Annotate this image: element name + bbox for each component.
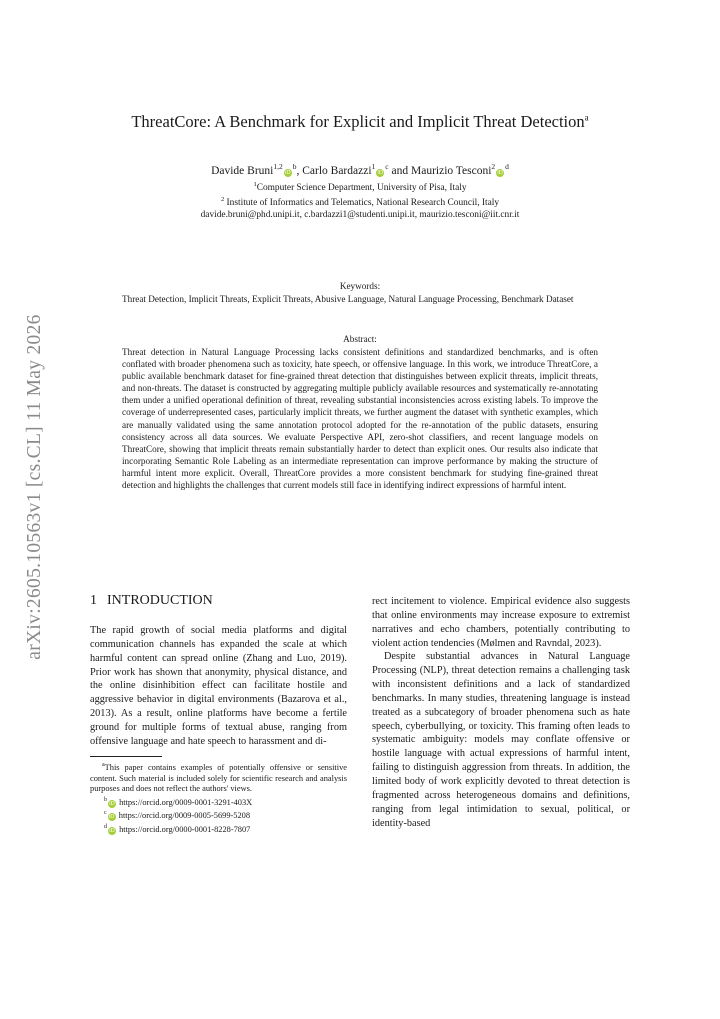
- orcid-link[interactable]: https://orcid.org/0000-0001-8228-7807: [119, 824, 251, 834]
- footnote-orcid: $^c$iD https://orcid.org/0009-0005-5699-5208: [104, 810, 251, 821]
- affiliation: $^1$Computer Science Department, University of Pisa, Italy: [253, 181, 467, 194]
- paragraph: Despite substantial advances in Natural Language Processing (NLP), threat detection remains a challenging task with inconsistent definitions and a lack of standardized benchmarks. In many studies, threatening language is instead treated as a subcategory of broader phenomena such as hate speech, cyberbullying, or toxicity. This framing often leads to systematic ambiguity: models may conflate offensive or hostile language with actual expressions of harmful intent, failing to distinguish aggression from threats. In addition, the limited body of work explicitly devoted to threat detection is fragmented across heterogeneous domains and definitions, ranging from legal intimidation to sexual, political, or identity-based: [372, 651, 630, 829]
- paragraph: The rapid growth of social media platforms and digital communication channels has expanded the scale at which harmful content can spread online (Zhang and Luo, 2019). Prior work has shown that anonymity, physical distance, and the online disinhibition effect can facilitate hostile and aggressive behavior in digital environments (Bazarova et al., 2013). As a result, online platforms have become a fertile ground for multiple forms of textual abuse, ranging from offensive language and hate speech to harassment and di-: [90, 625, 347, 747]
- paper-title: ThreatCore: A Benchmark for Explicit and Implicit Threat Detection$^a$: [131, 112, 589, 131]
- author-name: Maurizio Tesconi: [410, 164, 492, 177]
- intro-left-column: [90, 624, 347, 749]
- arxiv-stamp: arXiv:2605.10563v1 [cs.CL] 11 May 2026: [24, 314, 45, 660]
- orcid-icon: iD: [108, 814, 115, 821]
- keywords-heading: Keywords:: [339, 281, 381, 291]
- paragraph: rect incitement to violence. Empirical evidence also suggests that online environments may increase exposure to extremist narratives and echo chambers, potentially contributing to violent action tendencies (Mølmen and Ravndal, 2023).: [372, 596, 630, 649]
- orcid-icon[interactable]: iD: [377, 169, 384, 176]
- abstract-text: Threat detection in Natural Language Processing lacks consistent definitions and standardized benchmarks, and is often conflated with broader phenomena such as toxicity, hate speech, or offensive language. In this work, we introduce ThreatCore, a public available benchmark dataset for fine-grained threat detection that distinguishes between explicit threats, implicit threats, and non-threats. The dataset is constructed by aggregating multiple publicly available resources and systematically re-annotating them under a unified operational definition of threat, revealing substantial inconsistencies across existing labels. To improve the coverage of underrepresented cases, particularly implicit threats, we further augment the dataset with synthetic examples, which are manually validated using the same annotation protocol adopted for the re-annotation of the public datasets, ensuring consistency across all data sources. We evaluate Perspective API, zero-shot classifiers, and recent language models on ThreatCore, showing that implicit threats remain substantially harder to detect than explicit ones. Our results also indicate that incorporating Semantic Role Labeling as an intermediate representation can improve performance by making the structure of harmful intent more explicit. Overall, ThreatCore provides a more consistent benchmark for studying fine-grained threat detection and highlights the challenges that current models still face in identifying indirect expressions of harmful intent.: [122, 347, 598, 491]
- orcid-link[interactable]: https://orcid.org/0009-0005-5699-5208: [118, 811, 251, 821]
- author-name: Davide Bruni: [211, 164, 274, 177]
- footnote-orcid: $^d$iD https://orcid.org/0000-0001-8228-7807: [104, 823, 251, 834]
- footnote: $^a$This paper contains examples of potentially offensive or sensitive content. Such material is included solely for scientific research and analysis purposes and does not reflect the authors' views.: [90, 762, 347, 794]
- section-heading: 1 INTRODUCTION: [90, 593, 213, 608]
- affiliation: $^2$ Institute of Informatics and Telematics, National Research Council, Italy: [220, 196, 500, 209]
- author-emails[interactable]: davide.bruni@phd.unipi.it, c.bardazzi1@studenti.unipi.it, maurizio.tesconi@iit.cnr.it: [200, 210, 520, 220]
- orcid-icon[interactable]: iD: [284, 169, 291, 176]
- footnotes: [90, 760, 347, 835]
- footnote-orcid: $^b$iD https://orcid.org/0009-0001-3291-403X: [104, 796, 253, 807]
- intro-right-column: [372, 595, 630, 830]
- orcid-icon[interactable]: iD: [497, 169, 504, 176]
- abstract-heading: Abstract:: [343, 334, 377, 344]
- author-name: Carlo Bardazzi: [302, 164, 372, 177]
- author-line: Davide $Bruni^{1,2}iD^b$, Carlo $Bardazzi^1iD^c$ and Maurizio $Tesconi^2iD^d$: [211, 162, 509, 177]
- orcid-icon: iD: [109, 800, 115, 807]
- orcid-icon: iD: [109, 827, 115, 834]
- keywords-text: Threat Detection, Implicit Threats, Explicit Threats, Abusive Language, Natural Language Processing, Benchmark Dataset: [122, 294, 574, 304]
- orcid-link[interactable]: https://orcid.org/0009-0001-3291-403X: [119, 797, 253, 807]
- footnote-rule: [90, 756, 162, 757]
